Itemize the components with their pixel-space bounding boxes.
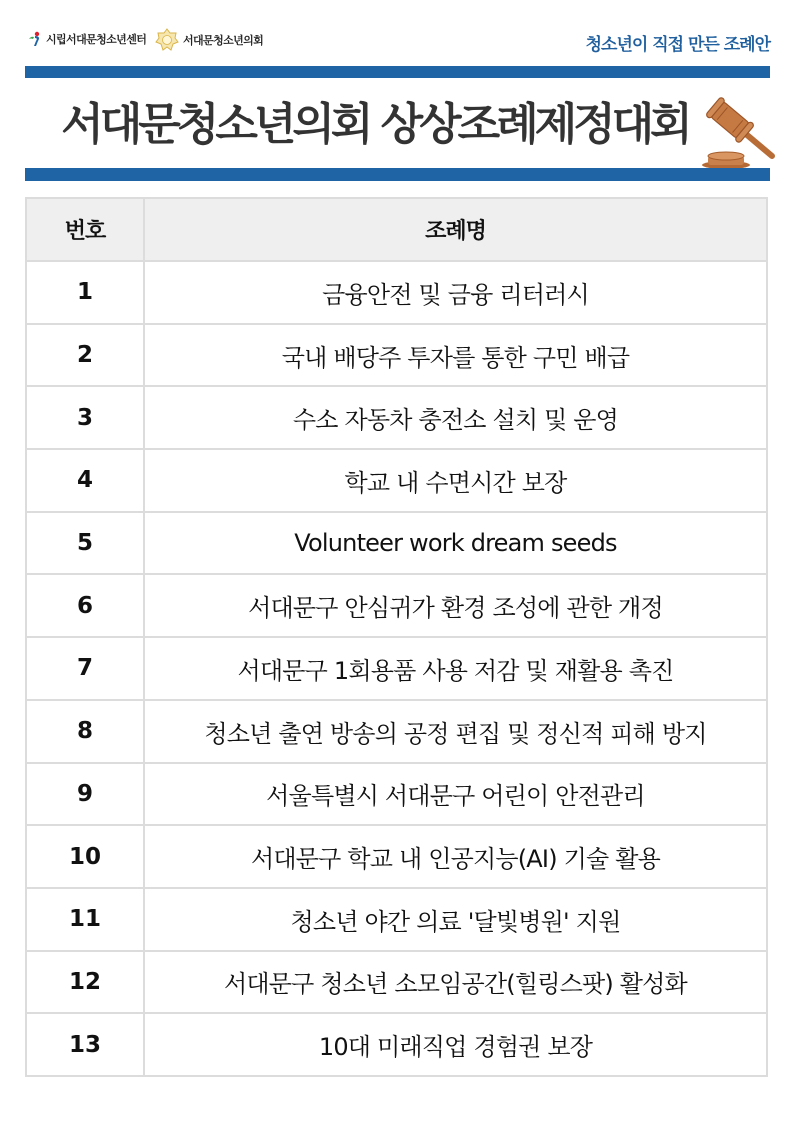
youth-center-logo-icon — [27, 31, 43, 47]
ordinance-name: 수소 자동차 충전소 설치 및 운영 — [144, 386, 767, 449]
row-number: 12 — [26, 951, 144, 1014]
row-number: 4 — [26, 449, 144, 512]
table-row — [26, 261, 767, 324]
ordinance-name: 10대 미래직업 경험권 보장 — [144, 1013, 767, 1076]
row-number: 1 — [26, 261, 144, 324]
page-title: 서대문청소년의회 상상조례제정대회 — [61, 99, 689, 150]
row-number: 10 — [26, 825, 144, 888]
youth-center-name: 시립서대문청소년센터 — [46, 33, 147, 46]
table-row — [26, 825, 767, 888]
table-row — [26, 324, 767, 387]
ordinance-name: 서대문구 1회용품 사용 저감 및 재활용 촉진 — [144, 637, 767, 700]
youth-council-emblem-icon — [155, 28, 179, 52]
ordinance-name: 서대문구 청소년 소모임공간(힐링스팟) 활성화 — [144, 951, 767, 1014]
ordinance-name: 청소년 출연 방송의 공정 편집 및 정신적 피해 방지 — [144, 700, 767, 763]
youth-council-logo — [155, 28, 263, 52]
ordinance-table — [25, 197, 768, 1077]
table-header-row — [26, 198, 767, 261]
row-number: 3 — [26, 386, 144, 449]
ordinance-name: 금융안전 및 금융 리터러시 — [144, 261, 767, 324]
ordinance-name: 서대문구 안심귀가 환경 조성에 관한 개정 — [144, 574, 767, 637]
table-row — [26, 574, 767, 637]
table-row — [26, 888, 767, 951]
accent-bar-bottom — [25, 168, 770, 181]
row-number: 2 — [26, 324, 144, 387]
ordinance-name: 서대문구 학교 내 인공지능(AI) 기술 활용 — [144, 825, 767, 888]
tagline: 청소년이 직접 만든 조례안 — [585, 35, 770, 55]
row-number: 5 — [26, 512, 144, 575]
youth-center-logo — [27, 31, 146, 47]
table-row — [26, 951, 767, 1014]
table-row — [26, 449, 767, 512]
table-row — [26, 763, 767, 826]
row-number: 6 — [26, 574, 144, 637]
ordinance-name: Volunteer work dream seeds — [144, 512, 767, 575]
ordinance-name: 국내 배당주 투자를 통한 구민 배급 — [144, 324, 767, 387]
youth-council-name: 서대문청소년의회 — [183, 34, 264, 47]
ordinance-name: 학교 내 수면시간 보장 — [144, 449, 767, 512]
gavel-icon — [700, 94, 778, 170]
table-row — [26, 700, 767, 763]
top-header — [25, 28, 770, 54]
table-row — [26, 512, 767, 575]
column-header-number: 번호 — [26, 198, 144, 261]
ordinance-name: 서울특별시 서대문구 어린이 안전관리 — [144, 763, 767, 826]
row-number: 8 — [26, 700, 144, 763]
table-row — [26, 637, 767, 700]
row-number: 13 — [26, 1013, 144, 1076]
row-number: 11 — [26, 888, 144, 951]
table-row — [26, 386, 767, 449]
row-number: 9 — [26, 763, 144, 826]
table-row — [26, 1013, 767, 1076]
column-header-ordinance-name: 조례명 — [144, 198, 767, 261]
ordinance-name: 청소년 야간 의료 '달빛병원' 지원 — [144, 888, 767, 951]
accent-bar-top — [25, 66, 770, 78]
row-number: 7 — [26, 637, 144, 700]
